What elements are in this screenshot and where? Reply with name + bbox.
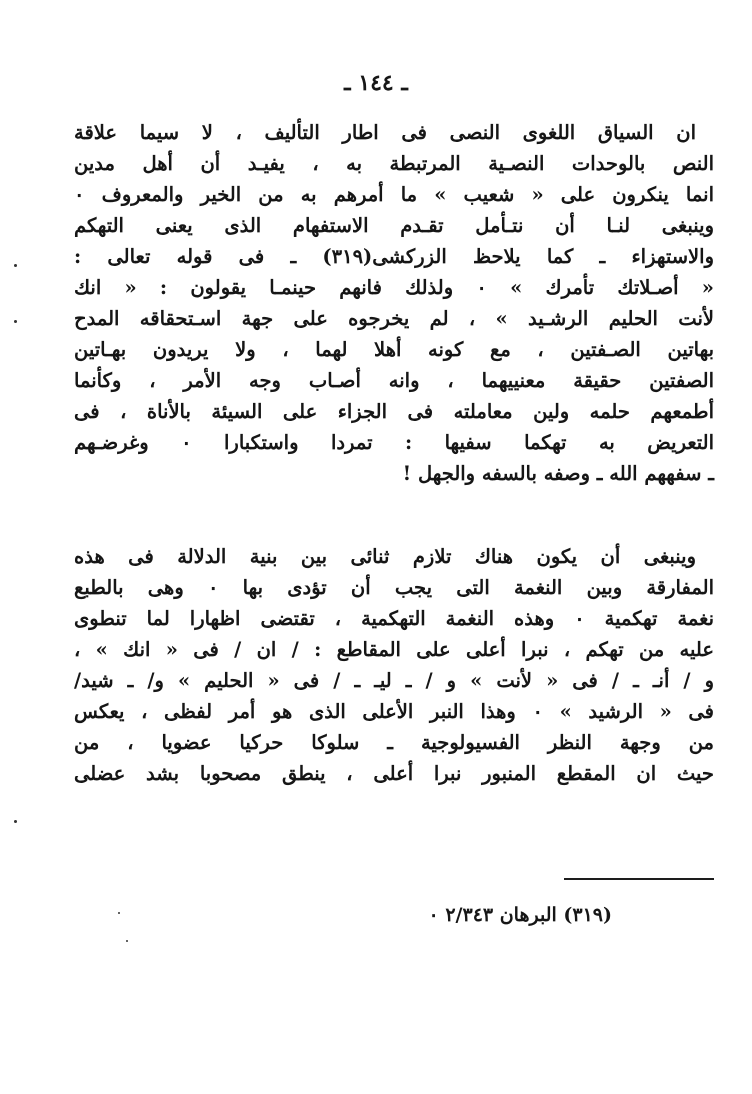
paragraph-2 xyxy=(74,541,714,789)
text-line: و / أنـ ـ / فى « لأنت » و / ـ ليـ ـ / فى « الحليم » و/ ـ شيد/ xyxy=(74,669,714,692)
text-line: عليه من تهكم ، نبرا أعلى على المقاطع : / ان / فى « انك » ، xyxy=(74,638,714,661)
scan-speck xyxy=(118,912,120,914)
text-line: « أصـلاتك تأمرك » ٠ ولذلك فانهم حينمـا يقولون : « انك xyxy=(74,276,714,299)
text-line: ـ سفههم الله ـ وصفه بالسفه والجهل ! xyxy=(402,462,714,485)
scan-speck xyxy=(14,820,17,823)
paragraph-1 xyxy=(74,117,714,489)
scan-speck xyxy=(14,320,17,323)
text-line: فى « الرشيد » ٠ وهذا النبر الأعلى الذى هو أمر لفظى ، يعكس xyxy=(74,700,715,723)
text-line: أطمعهم حلمه ولين معاملته فى الجزاء على السيئة بالأناة ، فى xyxy=(74,400,714,423)
text-line: انما ينكرون على « شعيب » ما أمرهم به من الخير والمعروف ٠ xyxy=(74,183,714,206)
text-line: من وجهة النظر الفسيولوجية ـ سلوكا حركيا عضويا ، من xyxy=(74,731,714,754)
text-line: الصفتين حقيقة معنييهما ، وانه أصـاب وجه الأمر ، وكأنما xyxy=(74,369,714,392)
text-line: حيث ان المقطع المنبور نبرا أعلى ، ينطق مصحوبا بشد عضلى xyxy=(74,762,714,785)
text-line: التعريض به تهكما سفيها : تمردا واستكبارا ٠ وغرضـهم xyxy=(74,431,715,454)
footnote-separator xyxy=(564,878,714,880)
text-line: والاستهزاء ـ كما يلاحظ الزركشى(٣١٩) ـ فى قوله تعالى : xyxy=(74,245,715,268)
text-line: وينبغى أن يكون هناك تلازم ثنائى بين بنية الدلالة فى هذه xyxy=(74,545,696,568)
scan-speck xyxy=(126,940,128,942)
text-line: النص بالوحدات النصـية المرتبطة به ، يفيـد أن أهل مدين xyxy=(74,152,714,175)
text-line: لأنت الحليم الرشـيد » ، لم يخرجوه على جهة اسـتحقاقه المدح xyxy=(74,307,714,330)
text-line: ان السياق اللغوى النصى فى اطار التأليف ، لا سيما علاقة xyxy=(74,121,696,144)
text-line: بهاتين الصـفتين ، مع كونه أهلا لهما ، ولا يريدون بهـاتين xyxy=(74,338,714,361)
page-number: ـ ١٤٤ ـ xyxy=(344,70,408,96)
text-line: نغمة تهكمية ٠ وهذه النغمة التهكمية ، تقتضى اظهارا لما تنطوى xyxy=(74,607,715,630)
text-line: وينبغى لنـا أن نتـأمل تقـدم الاستفهام الذى يعنى التهكم xyxy=(74,214,714,237)
scan-speck xyxy=(14,264,17,267)
footnote: (٣١٩) البرهان ٢/٣٤٣ ٠ xyxy=(428,904,612,926)
text-line: المفارقة وبين النغمة التى يجب أن تؤدى بها ٠ وهى بالطبع xyxy=(74,576,714,599)
